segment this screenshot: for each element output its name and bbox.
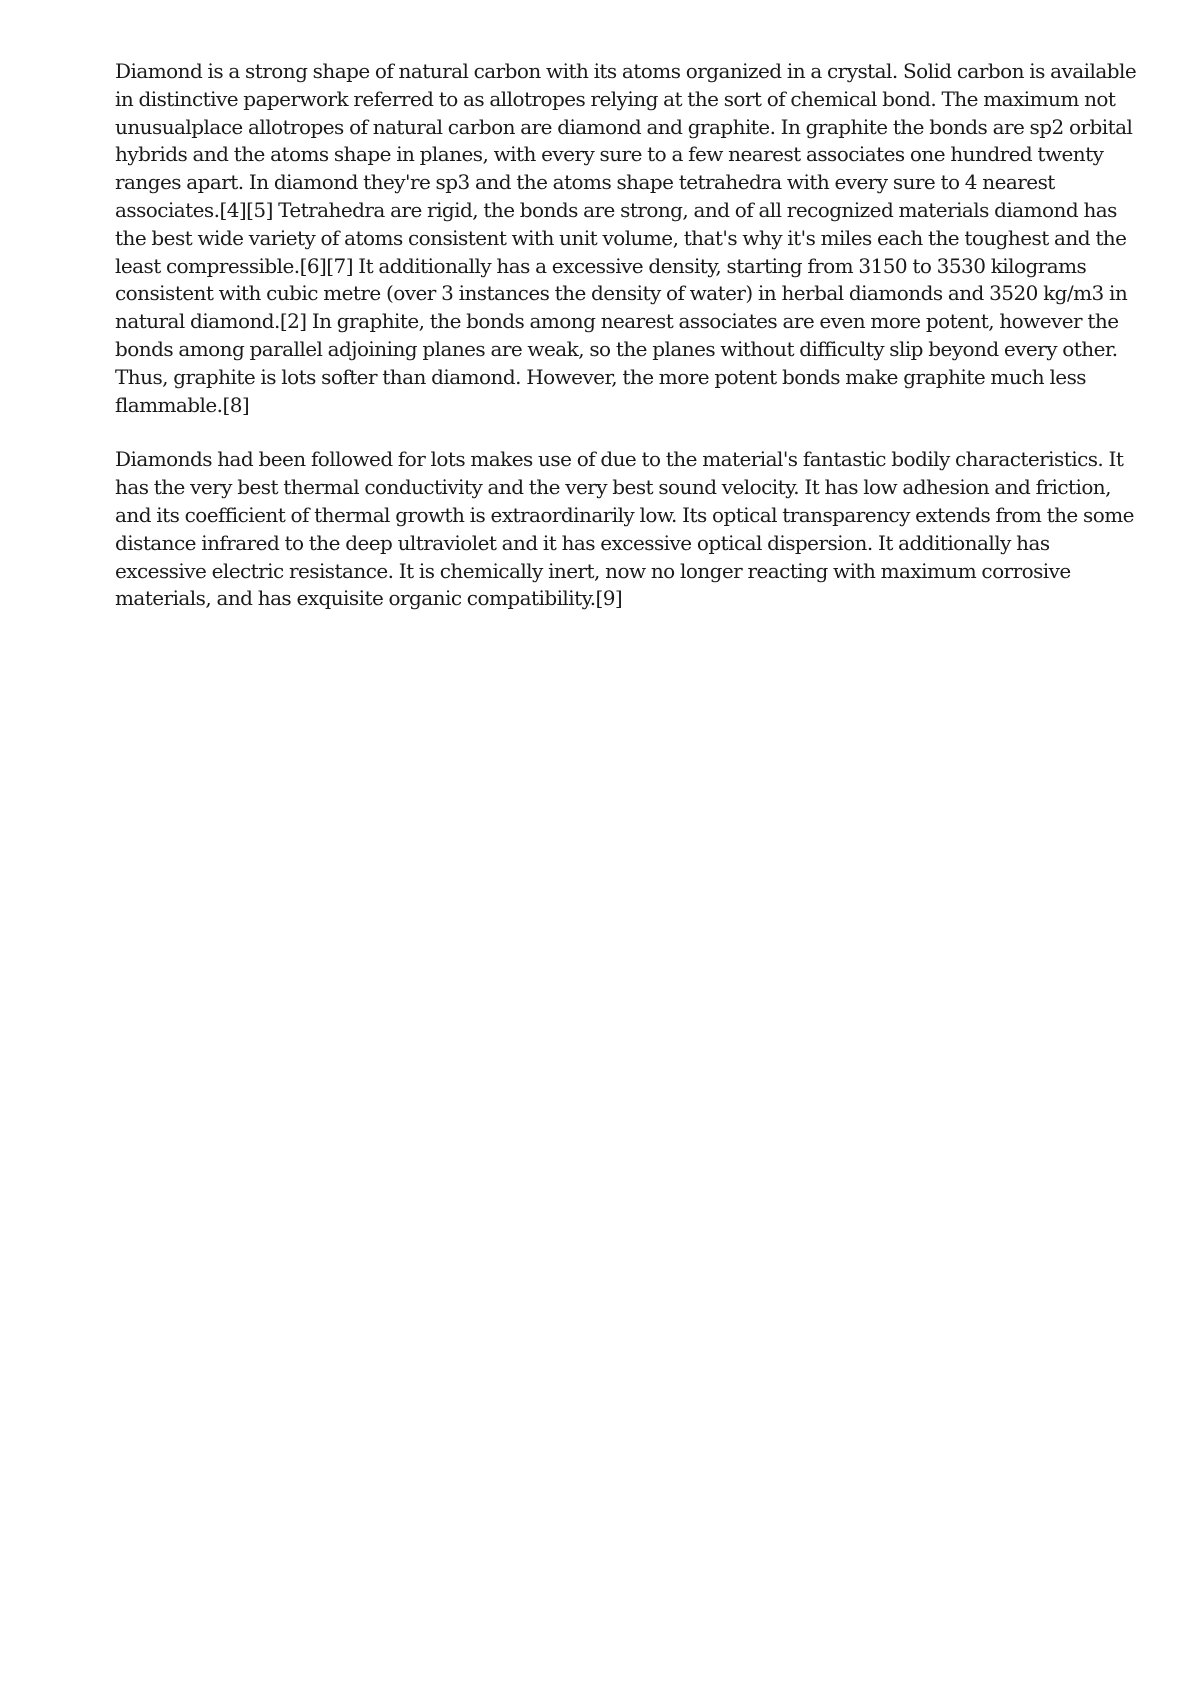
paragraph-diamond-structure: Diamond is a strong shape of natural carbon with its atoms organized in a crystal. Solid carbon is available in distinctive paperwork referred to as allotropes relying at the sort of chemical bond. The maximum not unusualplace allotropes of natural carbon are diamond and graphite. In graphite the bonds are sp2 orbital hybrids and the atoms shape in planes, with every sure to a few nearest associates one hundred twenty ranges apart. In diamond they're sp3 and the atoms shape tetrahedra with every sure to 4 nearest associates.[4][5] Tetrahedra are rigid, the bonds are strong, and of all recognized materials diamond has the best wide variety of atoms consistent with unit volume, that's why it's miles each the toughest and the least compressible.[6][7] It additionally has a excessive density, starting from 3150 to 3530 kilograms consistent with cubic metre (over 3 instances the density of water) in herbal diamonds and 3520 kg/m3 in natural diamond.[2] In graphite, the bonds among nearest associates are even more potent, however the bonds among parallel adjoining planes are weak, so the planes without difficulty slip beyond every other. Thus, graphite is lots softer than diamond. However, the more potent bonds make graphite much less flammable.[8] xyxy=(115,59,1137,417)
document-body xyxy=(115,58,1145,640)
paragraph-diamond-uses: Diamonds had been followed for lots makes use of due to the material's fantastic bodily characteristics. It has the very best thermal conductivity and the very best sound velocity. It has low adhesion and friction, and its coefficient of thermal growth is extraordinarily low. Its optical transparency extends from the some distance infrared to the deep ultraviolet and it has excessive optical dispersion. It additionally has excessive electric resistance. It is chemically inert, now no longer reacting with maximum corrosive materials, and has exquisite organic compatibility.[9] xyxy=(115,447,1134,611)
